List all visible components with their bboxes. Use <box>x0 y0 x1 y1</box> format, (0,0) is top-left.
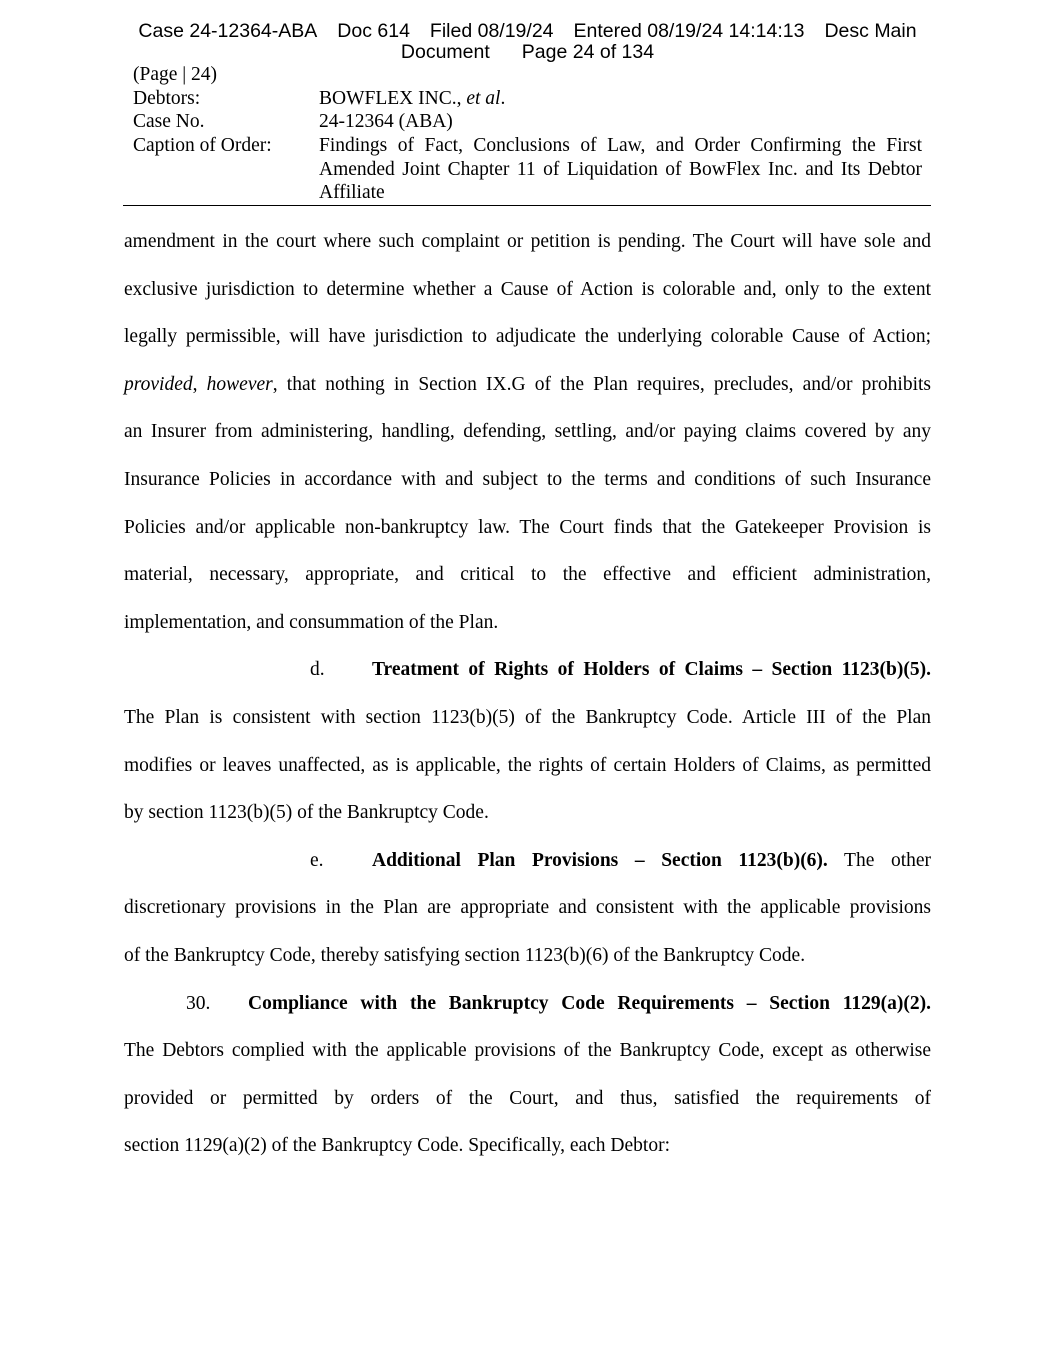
section-d-title: Treatment of Rights of Holders of Claims – Section 1123(b)(5). <box>372 659 931 681</box>
body-line: provided or permitted by orders of the Court, and thus, satisfied the requirements of <box>124 1087 931 1109</box>
body-line: legally permissible, will have jurisdiction to adjudicate the underlying colorable Cause of Action; <box>124 326 931 348</box>
caption-debtors-value: BOWFLEX INC., et al. <box>319 88 506 109</box>
filing-stamp <box>0 21 1055 42</box>
caption-case-label: Case No. <box>133 111 205 132</box>
caption-order-label: Caption of Order: <box>133 135 272 156</box>
stamp-doc-number: Doc 614 <box>337 20 410 42</box>
body-line: Insurance Policies in accordance with and subject to the terms and conditions of such Insurance <box>124 468 931 490</box>
paragraph-30-marker: 30. <box>186 992 211 1014</box>
section-e-heading: e. Additional Plan Provisions – Section 1123(b)(6). The other <box>124 837 931 885</box>
caption-page-ref: (Page | 24) <box>133 64 218 85</box>
body-line: The Debtors complied with the applicable provisions of the Bankruptcy Code, except as otherwise <box>124 1040 931 1062</box>
filing-stamp-line2 <box>0 42 1055 63</box>
caption-case-value: 24-12364 (ABA) <box>319 111 453 132</box>
stamp-case-number: Case 24-12364-ABA <box>138 20 318 42</box>
body-line: of the Bankruptcy Code, thereby satisfying section 1123(b)(6) of the Bankruptcy Code. <box>124 944 806 966</box>
body-line: discretionary provisions in the Plan are appropriate and consistent with the applicable provisions <box>124 897 931 919</box>
stamp-page-count: Page 24 of 134 <box>521 41 655 63</box>
document-body <box>124 218 931 1170</box>
body-line: modifies or leaves unaffected, as is applicable, the rights of certain Holders of Claims, as permitted <box>124 754 931 776</box>
body-line-provided: provided, however, that nothing in Section IX.G of the Plan requires, precludes, and/or prohibits <box>124 373 931 395</box>
caption-debtors-label: Debtors: <box>133 88 201 109</box>
paragraph-30-heading <box>124 980 931 1028</box>
section-e-title: Additional Plan Provisions – Section 1123(b)(6). <box>372 849 828 871</box>
body-line: implementation, and consummation of the Plan. <box>124 611 499 633</box>
section-e-marker: e. <box>310 849 324 871</box>
stamp-document: Document <box>400 41 490 63</box>
body-line: Policies and/or applicable non-bankruptcy law. The Court finds that the Gatekeeper Provision is <box>124 516 931 538</box>
body-line: material, necessary, appropriate, and critical to the effective and efficient administration, <box>124 564 931 586</box>
body-line: exclusive jurisdiction to determine whether a Cause of Action is colorable and, only to the extent <box>124 278 931 300</box>
paragraph-30-title: Compliance with the Bankruptcy Code Requirements – Section 1129(a)(2). <box>248 992 931 1014</box>
stamp-filed-date: Filed 08/19/24 <box>429 20 554 42</box>
stamp-entered-date: Entered 08/19/24 14:14:13 <box>573 20 805 42</box>
body-line: The Plan is consistent with section 1123(b)(5) of the Bankruptcy Code. Article III of the Plan <box>124 706 931 728</box>
stamp-desc: Desc Main <box>824 20 917 42</box>
section-d-heading <box>124 646 931 694</box>
body-line: an Insurer from administering, handling, defending, settling, and/or paying claims covered by any <box>124 421 931 443</box>
body-line: amendment in the court where such complaint or petition is pending. The Court will have sole and <box>124 231 931 252</box>
body-line: section 1129(a)(2) of the Bankruptcy Code. Specifically, each Debtor: <box>124 1135 670 1157</box>
caption-divider <box>123 205 931 206</box>
section-d-marker: d. <box>310 659 325 681</box>
caption-order-value: Findings of Fact, Conclusions of Law, and Order Confirming the First Amended Joint Chapter 11 of Liquidation of BowFlex Inc. and Its Debtor Affiliate <box>319 135 922 203</box>
body-line: by section 1123(b)(5) of the Bankruptcy Code. <box>124 802 489 824</box>
